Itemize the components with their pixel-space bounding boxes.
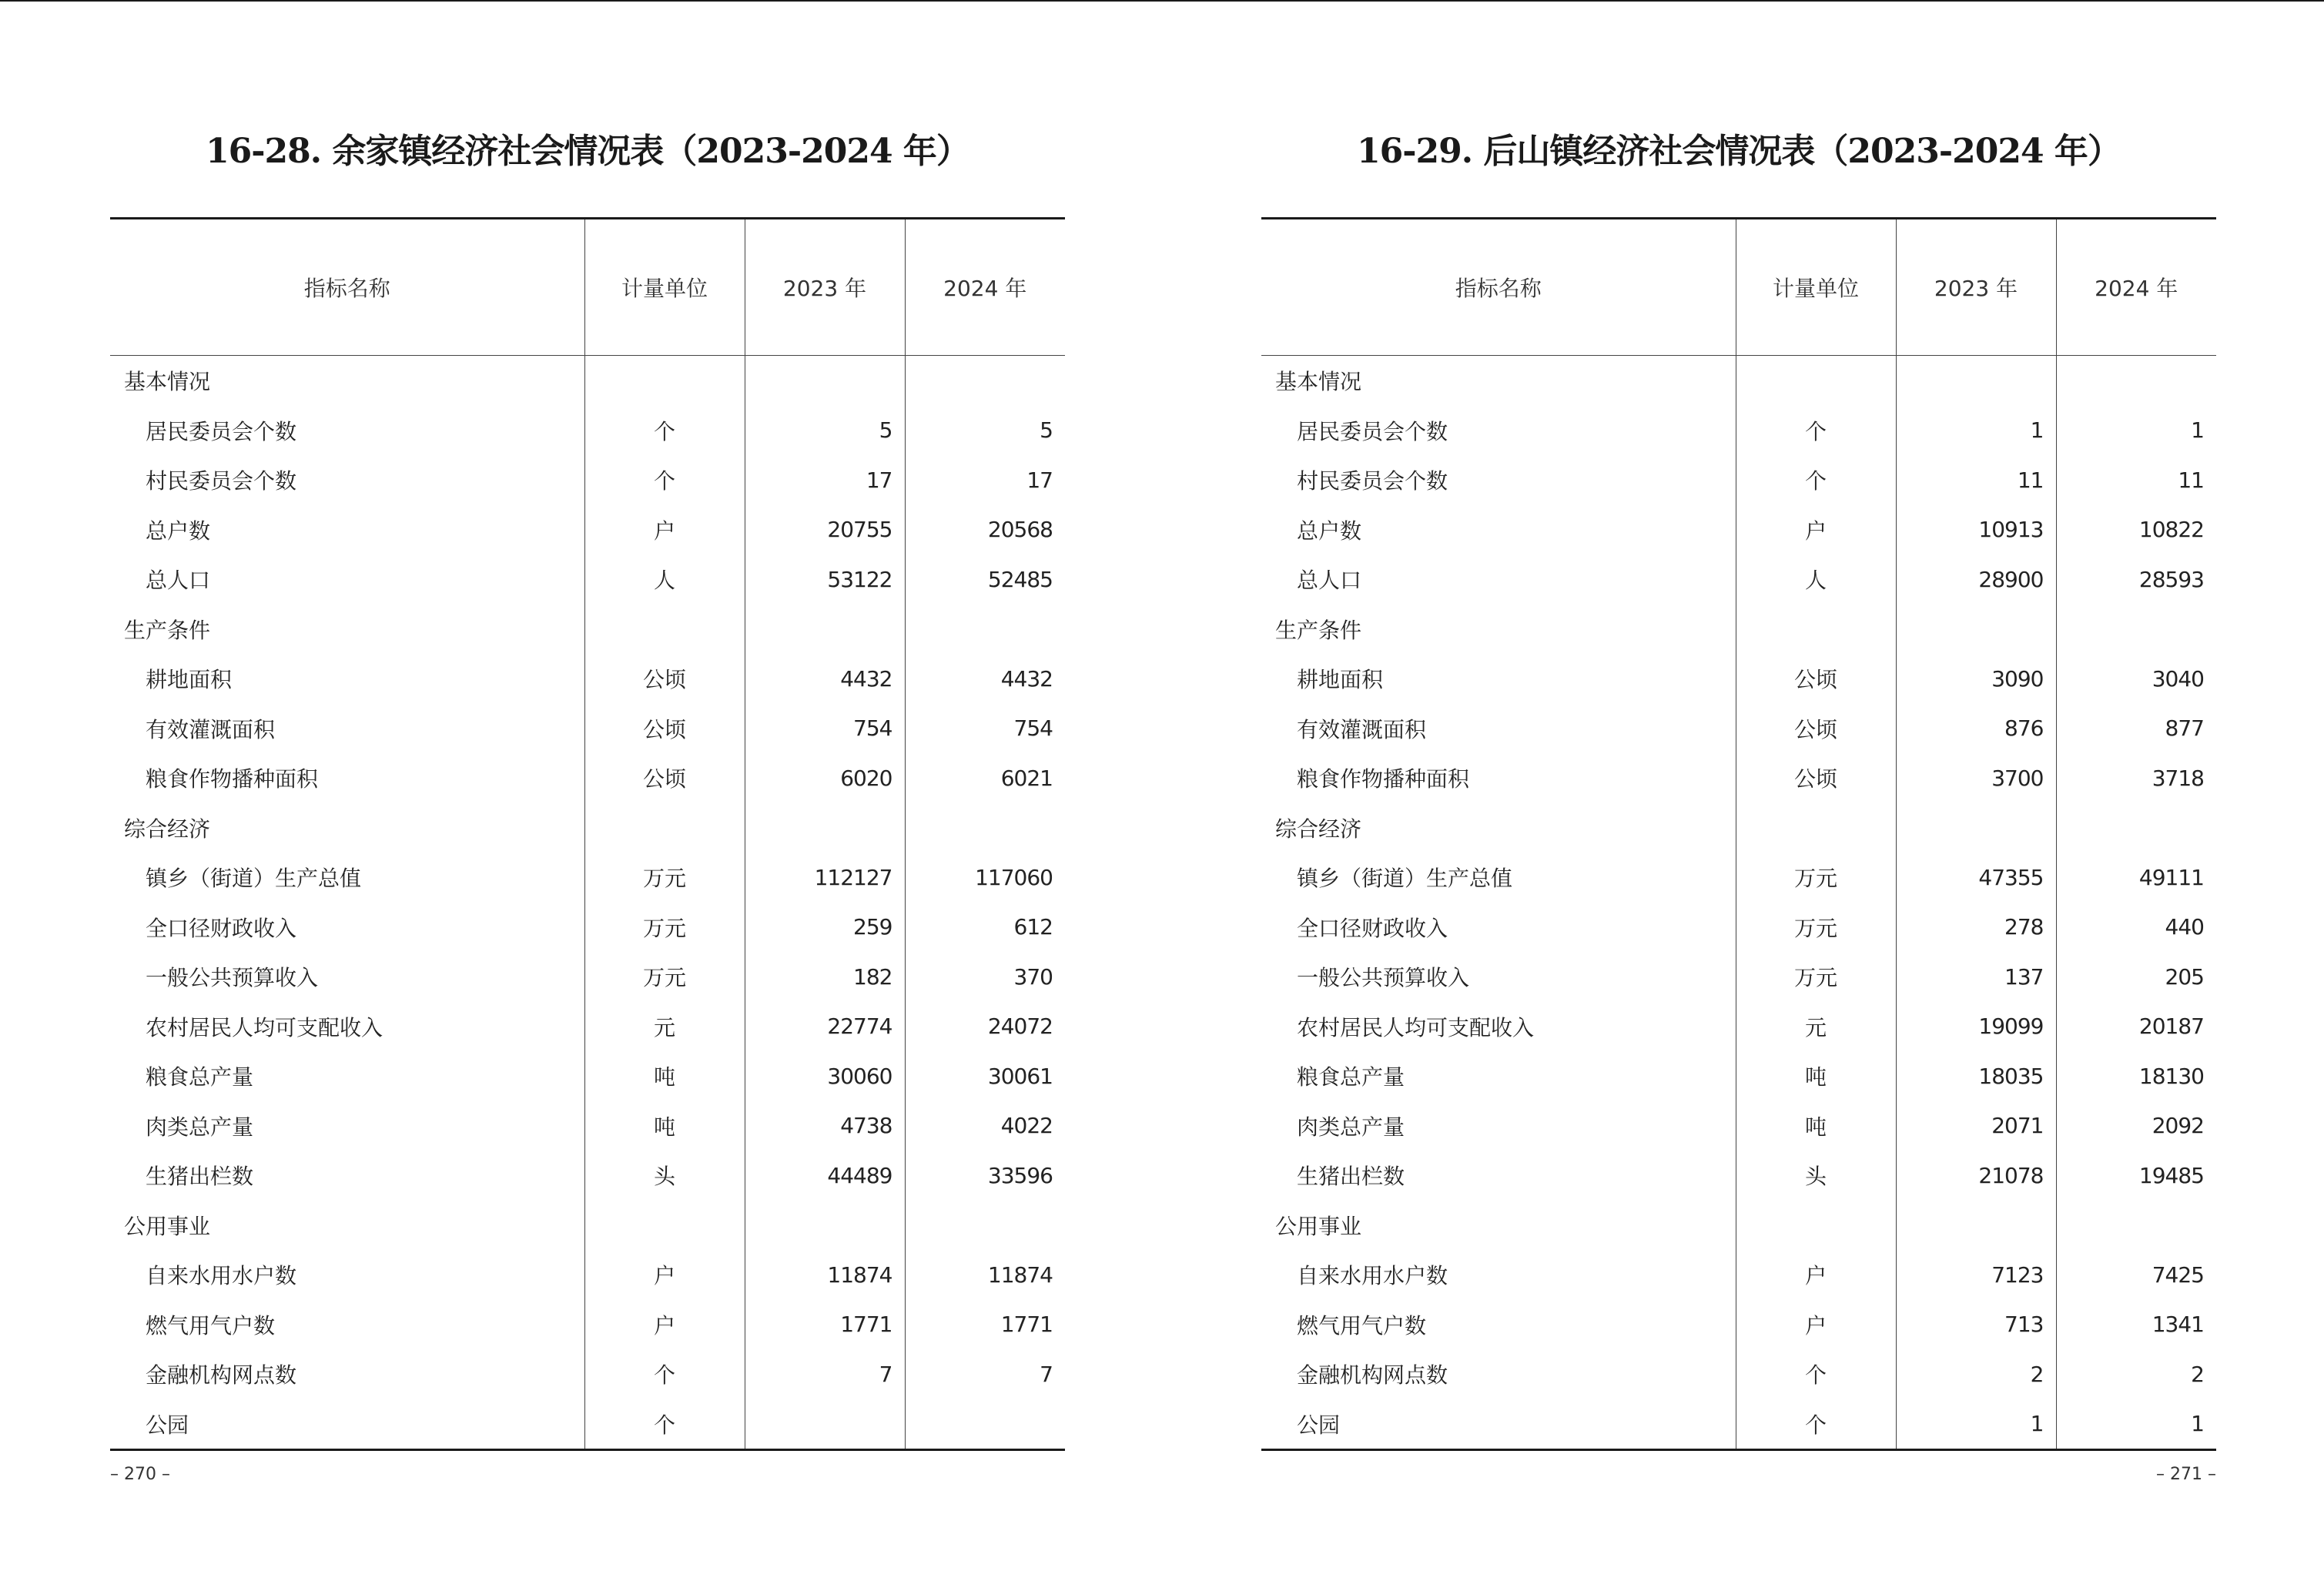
header-year-2023: 2023 年 <box>1896 219 2056 356</box>
row-name-cell: 镇乡（街道）生产总值 <box>146 866 362 892</box>
row-value-2024-cell: 28593 <box>2056 554 2216 605</box>
row-value-2023-cell: 4432 <box>745 654 905 704</box>
row-unit-cell: 人 <box>1736 554 1896 605</box>
table-row <box>110 1399 1065 1450</box>
row-value-2023-cell: 1 <box>1896 1399 2056 1450</box>
row-value-2024-cell <box>905 803 1065 853</box>
table-section-row <box>110 803 1065 853</box>
row-name-cell: 全口径财政收入 <box>1297 915 1448 941</box>
row-value-2024-cell <box>905 356 1065 406</box>
row-name-cell: 村民委员会个数 <box>146 468 297 494</box>
table-row <box>1261 654 2216 704</box>
row-name-cell: 农村居民人均可支配收入 <box>146 1014 383 1040</box>
table-header-row <box>110 219 1065 356</box>
row-name-cell: 公用事业 <box>1275 1213 1362 1239</box>
row-name-cell: 自来水用水户数 <box>146 1263 297 1289</box>
table-row <box>1261 704 2216 754</box>
row-value-2023-cell: 2071 <box>1896 1101 2056 1151</box>
row-value-2023-cell <box>745 605 905 655</box>
table-row <box>1261 1151 2216 1201</box>
row-value-2023-cell: 754 <box>745 704 905 754</box>
table-section-row <box>1261 803 2216 853</box>
row-name-cell: 肉类总产量 <box>1297 1114 1405 1140</box>
row-name-cell: 有效灌溉面积 <box>1297 716 1427 742</box>
row-value-2024-cell: 3718 <box>2056 753 2216 803</box>
row-unit-cell <box>584 1201 745 1251</box>
left-table-body <box>110 356 1065 1450</box>
row-value-2024-cell: 1 <box>2056 406 2216 456</box>
row-name-cell: 燃气用气户数 <box>1297 1312 1427 1338</box>
row-value-2024-cell <box>2056 356 2216 406</box>
row-value-2023-cell: 28900 <box>1896 554 2056 605</box>
row-value-2023-cell: 137 <box>1896 952 2056 1002</box>
row-unit-cell: 万元 <box>584 952 745 1002</box>
header-indicator-name: 指标名称 <box>1261 219 1736 356</box>
table-row <box>1261 1051 2216 1101</box>
row-name-cell: 公用事业 <box>124 1213 211 1239</box>
row-value-2023-cell <box>745 356 905 406</box>
right-page-number: – 271 – <box>2156 1465 2216 1484</box>
row-name-cell: 居民委员会个数 <box>146 418 297 444</box>
table-row <box>1261 1002 2216 1052</box>
row-name-cell: 总户数 <box>1297 518 1362 544</box>
table-row <box>110 406 1065 456</box>
row-value-2023-cell: 876 <box>1896 704 2056 754</box>
row-value-2024-cell: 2092 <box>2056 1101 2216 1151</box>
row-value-2023-cell: 10913 <box>1896 505 2056 555</box>
table-row <box>110 505 1065 555</box>
row-value-2023-cell: 53122 <box>745 554 905 605</box>
row-value-2024-cell <box>2056 803 2216 853</box>
row-value-2024-cell: 877 <box>2056 704 2216 754</box>
row-name-cell: 燃气用气户数 <box>146 1312 276 1338</box>
table-section-row <box>110 356 1065 406</box>
row-value-2024-cell: 52485 <box>905 554 1065 605</box>
row-name-cell: 粮食总产量 <box>1297 1064 1405 1090</box>
row-value-2023-cell <box>745 1399 905 1450</box>
row-unit-cell: 户 <box>584 1250 745 1300</box>
row-value-2023-cell: 11874 <box>745 1250 905 1300</box>
row-unit-cell: 万元 <box>1736 853 1896 903</box>
table-row <box>1261 1300 2216 1350</box>
row-unit-cell <box>1736 356 1896 406</box>
row-value-2023-cell: 21078 <box>1896 1151 2056 1201</box>
row-value-2023-cell <box>1896 356 2056 406</box>
table-row <box>1261 1250 2216 1300</box>
table-section-row <box>1261 1201 2216 1251</box>
row-value-2023-cell: 2 <box>1896 1349 2056 1399</box>
table-row <box>1261 1349 2216 1399</box>
row-value-2024-cell: 612 <box>905 903 1065 953</box>
row-unit-cell <box>584 356 745 406</box>
row-unit-cell: 户 <box>584 505 745 555</box>
row-value-2024-cell: 11 <box>2056 455 2216 505</box>
row-value-2024-cell <box>905 605 1065 655</box>
row-value-2024-cell <box>905 1201 1065 1251</box>
row-unit-cell: 公顷 <box>1736 704 1896 754</box>
row-unit-cell: 万元 <box>1736 952 1896 1002</box>
row-unit-cell: 吨 <box>1736 1101 1896 1151</box>
row-unit-cell: 万元 <box>584 853 745 903</box>
header-year-2024: 2024 年 <box>2056 219 2216 356</box>
row-name-cell: 生猪出栏数 <box>1297 1164 1405 1190</box>
row-value-2023-cell: 22774 <box>745 1002 905 1052</box>
row-value-2023-cell: 3090 <box>1896 654 2056 704</box>
row-value-2023-cell: 44489 <box>745 1151 905 1201</box>
table-section-row <box>1261 356 2216 406</box>
row-value-2023-cell: 6020 <box>745 753 905 803</box>
row-name-cell: 居民委员会个数 <box>1297 418 1448 444</box>
table-row <box>110 455 1065 505</box>
row-value-2024-cell <box>2056 1201 2216 1251</box>
row-unit-cell: 个 <box>584 455 745 505</box>
row-name-cell: 一般公共预算收入 <box>1297 965 1470 991</box>
row-name-cell: 金融机构网点数 <box>1297 1362 1448 1389</box>
row-name-cell: 农村居民人均可支配收入 <box>1297 1014 1535 1040</box>
row-unit-cell: 公顷 <box>1736 654 1896 704</box>
row-value-2023-cell: 182 <box>745 952 905 1002</box>
row-unit-cell: 户 <box>584 1300 745 1350</box>
row-unit-cell <box>1736 803 1896 853</box>
row-unit-cell: 户 <box>1736 1250 1896 1300</box>
row-value-2024-cell: 1 <box>2056 1399 2216 1450</box>
row-value-2023-cell: 17 <box>745 455 905 505</box>
row-value-2024-cell: 10822 <box>2056 505 2216 555</box>
row-value-2024-cell: 2 <box>2056 1349 2216 1399</box>
row-name-cell: 有效灌溉面积 <box>146 716 276 742</box>
row-unit-cell: 个 <box>584 1349 745 1399</box>
row-unit-cell: 吨 <box>1736 1051 1896 1101</box>
row-value-2024-cell: 30061 <box>905 1051 1065 1101</box>
table-section-row <box>1261 605 2216 655</box>
header-year-2023: 2023 年 <box>745 219 905 356</box>
row-value-2023-cell <box>745 803 905 853</box>
row-unit-cell: 户 <box>1736 505 1896 555</box>
table-row <box>110 654 1065 704</box>
row-name-cell: 村民委员会个数 <box>1297 468 1448 494</box>
table-row <box>1261 853 2216 903</box>
table-row <box>110 554 1065 605</box>
row-value-2024-cell: 754 <box>905 704 1065 754</box>
row-unit-cell: 个 <box>1736 1399 1896 1450</box>
row-value-2024-cell: 1341 <box>2056 1300 2216 1350</box>
header-year-2024: 2024 年 <box>905 219 1065 356</box>
table-row <box>1261 1101 2216 1151</box>
table-row <box>110 753 1065 803</box>
row-unit-cell: 个 <box>584 1399 745 1450</box>
row-unit-cell <box>584 605 745 655</box>
table-row <box>110 1250 1065 1300</box>
table-row <box>110 1051 1065 1101</box>
row-name-cell: 镇乡（街道）生产总值 <box>1297 866 1513 892</box>
table-row <box>1261 952 2216 1002</box>
row-value-2024-cell: 24072 <box>905 1002 1065 1052</box>
row-name-cell: 基本情况 <box>1275 369 1362 395</box>
row-name-cell: 公园 <box>1297 1412 1341 1438</box>
row-name-cell: 生产条件 <box>1275 617 1362 643</box>
row-unit-cell: 个 <box>1736 455 1896 505</box>
row-unit-cell: 元 <box>584 1002 745 1052</box>
table-row <box>1261 406 2216 456</box>
row-name-cell: 肉类总产量 <box>146 1114 254 1140</box>
row-value-2024-cell: 440 <box>2056 903 2216 953</box>
row-value-2024-cell: 5 <box>905 406 1065 456</box>
row-name-cell: 公园 <box>146 1412 189 1438</box>
row-unit-cell: 吨 <box>584 1101 745 1151</box>
row-value-2023-cell: 1771 <box>745 1300 905 1350</box>
row-unit-cell: 个 <box>584 406 745 456</box>
table-row <box>110 903 1065 953</box>
row-name-cell: 粮食总产量 <box>146 1064 254 1090</box>
row-name-cell: 耕地面积 <box>1297 667 1384 693</box>
row-value-2024-cell: 205 <box>2056 952 2216 1002</box>
right-table-title: 16-29. 后山镇经济社会情况表（2023-2024 年） <box>1357 132 2121 171</box>
row-name-cell: 生产条件 <box>124 617 211 643</box>
table-row <box>1261 505 2216 555</box>
row-value-2023-cell <box>1896 803 2056 853</box>
row-unit-cell: 人 <box>584 554 745 605</box>
row-value-2023-cell <box>1896 1201 2056 1251</box>
row-value-2024-cell: 20568 <box>905 505 1065 555</box>
table-row <box>110 1101 1065 1151</box>
row-value-2024-cell: 19485 <box>2056 1151 2216 1201</box>
row-value-2023-cell <box>1896 605 2056 655</box>
row-value-2024-cell: 7 <box>905 1349 1065 1399</box>
row-unit-cell: 万元 <box>584 903 745 953</box>
row-value-2024-cell: 117060 <box>905 853 1065 903</box>
row-value-2023-cell: 7 <box>745 1349 905 1399</box>
row-value-2023-cell: 112127 <box>745 853 905 903</box>
table-header-row <box>1261 219 2216 356</box>
row-name-cell: 一般公共预算收入 <box>146 965 319 991</box>
row-unit-cell: 吨 <box>584 1051 745 1101</box>
row-value-2024-cell: 3040 <box>2056 654 2216 704</box>
table-row <box>110 704 1065 754</box>
row-value-2024-cell: 6021 <box>905 753 1065 803</box>
row-name-cell: 自来水用水户数 <box>1297 1263 1448 1289</box>
table-section-row <box>110 605 1065 655</box>
row-value-2024-cell: 4432 <box>905 654 1065 704</box>
row-value-2023-cell: 1 <box>1896 406 2056 456</box>
table-section-row <box>110 1201 1065 1251</box>
table-row <box>1261 455 2216 505</box>
row-value-2023-cell: 3700 <box>1896 753 2056 803</box>
table-row <box>110 1300 1065 1350</box>
table-row <box>110 1349 1065 1399</box>
row-value-2024-cell: 18130 <box>2056 1051 2216 1101</box>
row-unit-cell: 头 <box>1736 1151 1896 1201</box>
row-unit-cell: 公顷 <box>1736 753 1896 803</box>
header-unit: 计量单位 <box>1736 219 1896 356</box>
row-value-2023-cell: 5 <box>745 406 905 456</box>
row-unit-cell: 元 <box>1736 1002 1896 1052</box>
table-row <box>1261 903 2216 953</box>
row-value-2024-cell: 1771 <box>905 1300 1065 1350</box>
row-name-cell: 综合经济 <box>124 816 211 842</box>
row-value-2024-cell: 49111 <box>2056 853 2216 903</box>
row-value-2024-cell <box>2056 605 2216 655</box>
right-data-table <box>1261 217 2216 1451</box>
row-unit-cell <box>1736 1201 1896 1251</box>
row-value-2023-cell: 30060 <box>745 1051 905 1101</box>
table-row <box>110 1151 1065 1201</box>
row-unit-cell: 万元 <box>1736 903 1896 953</box>
table-row <box>110 1002 1065 1052</box>
table-row <box>1261 1399 2216 1450</box>
left-page-number: – 270 – <box>110 1465 170 1484</box>
row-value-2023-cell: 4738 <box>745 1101 905 1151</box>
row-name-cell: 金融机构网点数 <box>146 1362 297 1389</box>
row-value-2024-cell: 4022 <box>905 1101 1065 1151</box>
row-name-cell: 总人口 <box>1297 568 1362 594</box>
header-unit: 计量单位 <box>584 219 745 356</box>
row-unit-cell <box>584 803 745 853</box>
row-name-cell: 综合经济 <box>1275 816 1362 842</box>
table-row <box>110 952 1065 1002</box>
row-value-2023-cell: 19099 <box>1896 1002 2056 1052</box>
row-value-2023-cell: 259 <box>745 903 905 953</box>
row-unit-cell: 个 <box>1736 406 1896 456</box>
row-value-2024-cell: 20187 <box>2056 1002 2216 1052</box>
row-value-2023-cell <box>745 1201 905 1251</box>
row-name-cell: 生猪出栏数 <box>146 1164 254 1190</box>
row-value-2023-cell: 7123 <box>1896 1250 2056 1300</box>
row-value-2024-cell: 11874 <box>905 1250 1065 1300</box>
row-value-2024-cell <box>905 1399 1065 1450</box>
row-value-2023-cell: 713 <box>1896 1300 2056 1350</box>
right-page <box>1261 0 2216 1588</box>
row-value-2024-cell: 370 <box>905 952 1065 1002</box>
row-name-cell: 耕地面积 <box>146 667 233 693</box>
row-name-cell: 粮食作物播种面积 <box>1297 766 1470 792</box>
row-value-2023-cell: 18035 <box>1896 1051 2056 1101</box>
row-unit-cell: 户 <box>1736 1300 1896 1350</box>
row-value-2023-cell: 20755 <box>745 505 905 555</box>
row-name-cell: 基本情况 <box>124 369 211 395</box>
row-unit-cell <box>1736 605 1896 655</box>
row-value-2024-cell: 17 <box>905 455 1065 505</box>
row-name-cell: 粮食作物播种面积 <box>146 766 319 792</box>
row-unit-cell: 公顷 <box>584 654 745 704</box>
left-page <box>110 0 1065 1588</box>
row-value-2024-cell: 33596 <box>905 1151 1065 1201</box>
row-unit-cell: 头 <box>584 1151 745 1201</box>
right-table-body <box>1261 356 2216 1450</box>
left-table-title: 16-28. 余家镇经济社会情况表（2023-2024 年） <box>206 132 969 171</box>
header-indicator-name: 指标名称 <box>110 219 584 356</box>
row-value-2023-cell: 47355 <box>1896 853 2056 903</box>
row-unit-cell: 公顷 <box>584 753 745 803</box>
row-unit-cell: 个 <box>1736 1349 1896 1399</box>
table-row <box>1261 753 2216 803</box>
row-name-cell: 总户数 <box>146 518 211 544</box>
row-value-2024-cell: 7425 <box>2056 1250 2216 1300</box>
row-name-cell: 全口径财政收入 <box>146 915 297 941</box>
row-name-cell: 总人口 <box>146 568 211 594</box>
row-value-2023-cell: 11 <box>1896 455 2056 505</box>
table-row <box>110 853 1065 903</box>
table-row <box>1261 554 2216 605</box>
left-data-table <box>110 217 1065 1451</box>
row-value-2023-cell: 278 <box>1896 903 2056 953</box>
row-unit-cell: 公顷 <box>584 704 745 754</box>
